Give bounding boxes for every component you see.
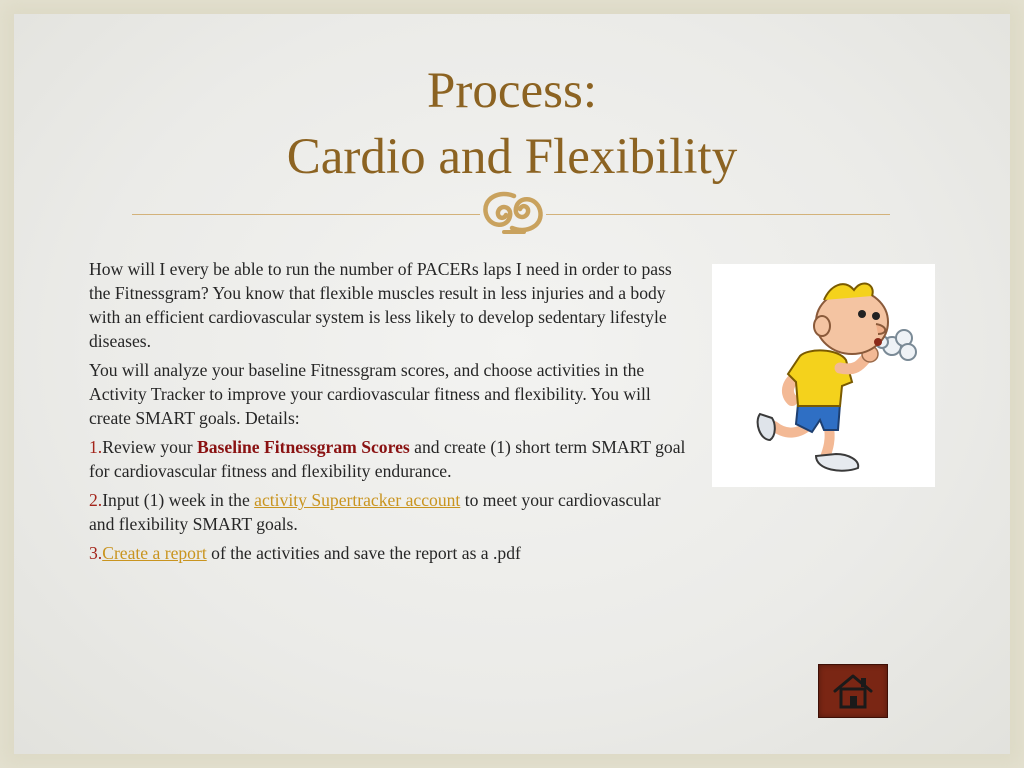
step-3-text-after: of the activities and save the report as a .pdf bbox=[211, 543, 521, 563]
body-text bbox=[89, 257, 689, 570]
step-2-text-before: Input (1) week in the bbox=[102, 490, 250, 510]
slide-title bbox=[0, 58, 1024, 190]
home-button[interactable] bbox=[818, 664, 888, 718]
step-2 bbox=[89, 488, 689, 536]
intro-paragraph: How will I every be able to run the number of PACERs laps I need in order to pass the Fitnessgram? You know that flexible muscles result in less injuries and a body with an efficient cardiovascular system is less likely to develop sedentary lifestyle diseases. bbox=[89, 259, 672, 351]
flourish-ornament-icon bbox=[478, 188, 548, 236]
create-report-link[interactable]: Create a report bbox=[102, 543, 207, 563]
step-1-number: 1. bbox=[89, 437, 103, 457]
step-1-text-after: and create (1) short term SMART goal for cardiovascular fitness and flexibility endurance. bbox=[89, 437, 686, 481]
running-cartoon-boy-image bbox=[712, 264, 935, 487]
step-3-number: 3. bbox=[89, 543, 103, 563]
step-1-text-before: Review your bbox=[102, 437, 193, 457]
supertracker-link[interactable]: activity Supertracker account bbox=[254, 490, 461, 510]
step-3 bbox=[89, 541, 689, 565]
step-2-text-after: to meet your cardiovascular and flexibility SMART goals. bbox=[89, 490, 661, 534]
step-2-number: 2. bbox=[89, 490, 103, 510]
home-icon bbox=[833, 673, 873, 709]
title-line-1: Process: bbox=[427, 63, 597, 119]
running-boy-illustration bbox=[712, 264, 935, 487]
title-divider-right bbox=[546, 214, 890, 215]
title-line-2: Cardio and Flexibility bbox=[286, 129, 738, 185]
title-divider-left bbox=[132, 214, 480, 215]
instructions-paragraph: You will analyze your baseline Fitnessgram scores, and choose activities in the Activity Tracker to improve your cardiovascular fitness and flexibility. You will create SMART goals. Details: bbox=[89, 360, 651, 428]
step-1 bbox=[89, 435, 689, 483]
baseline-scores-highlight: Baseline Fitnessgram Scores bbox=[197, 437, 410, 457]
